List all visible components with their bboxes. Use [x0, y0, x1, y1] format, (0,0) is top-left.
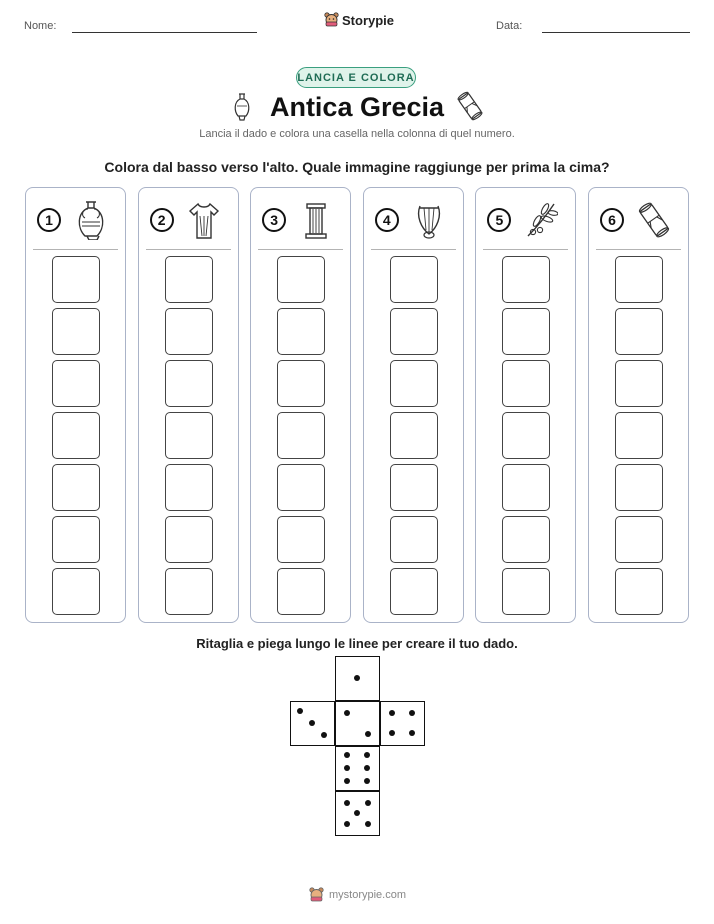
- column-6: [588, 187, 689, 623]
- color-box[interactable]: [502, 516, 550, 563]
- color-box[interactable]: [165, 412, 213, 459]
- dice-pip: [365, 800, 371, 806]
- dice-pip: [354, 810, 360, 816]
- bear-icon: [324, 12, 339, 28]
- column-number: 4: [375, 208, 399, 232]
- color-box[interactable]: [390, 256, 438, 303]
- tunic-icon: [187, 200, 221, 240]
- color-box[interactable]: [390, 308, 438, 355]
- dice-pip: [344, 821, 350, 827]
- column-number: 6: [600, 208, 624, 232]
- column-1: [25, 187, 126, 623]
- dice-face-1: [335, 656, 380, 701]
- column-divider: [371, 249, 456, 250]
- color-box[interactable]: [52, 464, 100, 511]
- column-number: 1: [37, 208, 61, 232]
- column-divider: [258, 249, 343, 250]
- amphora-icon: [74, 200, 108, 240]
- color-box[interactable]: [165, 516, 213, 563]
- dice-pip: [297, 708, 303, 714]
- column-icon: [299, 200, 333, 240]
- color-box[interactable]: [277, 464, 325, 511]
- scroll-icon: [457, 91, 483, 121]
- dice-pip: [364, 778, 370, 784]
- color-box[interactable]: [165, 464, 213, 511]
- color-box[interactable]: [390, 516, 438, 563]
- dice-pip: [409, 710, 415, 716]
- color-box[interactable]: [615, 360, 663, 407]
- name-line[interactable]: [72, 32, 257, 33]
- color-box[interactable]: [52, 360, 100, 407]
- dice-pip: [409, 730, 415, 736]
- column-2: [138, 187, 239, 623]
- color-box[interactable]: [502, 360, 550, 407]
- footer-url: mystorypie.com: [329, 889, 407, 901]
- column-3: [250, 187, 351, 623]
- color-box[interactable]: [52, 308, 100, 355]
- dice-pip: [389, 730, 395, 736]
- dice-face-5: [335, 791, 380, 836]
- color-box[interactable]: [277, 256, 325, 303]
- footer: [309, 887, 406, 903]
- color-box[interactable]: [52, 568, 100, 615]
- color-box[interactable]: [502, 412, 550, 459]
- dice-pip: [344, 752, 350, 758]
- name-label: Nome:: [24, 20, 57, 32]
- color-box[interactable]: [165, 360, 213, 407]
- color-box[interactable]: [165, 568, 213, 615]
- activity-badge: LANCIA E COLORA: [296, 67, 416, 88]
- bear-icon: [309, 887, 324, 903]
- dice-pip: [344, 765, 350, 771]
- dice-face-3: [290, 701, 335, 746]
- column-number: 3: [262, 208, 286, 232]
- color-box[interactable]: [502, 256, 550, 303]
- dice-pip: [364, 765, 370, 771]
- dice-face-2: [335, 701, 380, 746]
- dice-pip: [344, 778, 350, 784]
- color-box[interactable]: [615, 464, 663, 511]
- color-box[interactable]: [277, 308, 325, 355]
- column-divider: [33, 249, 118, 250]
- dice-pip: [344, 710, 350, 716]
- color-box[interactable]: [615, 412, 663, 459]
- date-line[interactable]: [542, 32, 690, 33]
- column-number: 5: [487, 208, 511, 232]
- column-5: [475, 187, 576, 623]
- color-box[interactable]: [502, 568, 550, 615]
- page-subtitle: Lancia il dado e colora una casella nella colonna di quel numero.: [199, 128, 515, 140]
- dice-face-4: [380, 701, 425, 746]
- dice-pip: [364, 752, 370, 758]
- dice-pip: [354, 675, 360, 681]
- color-box[interactable]: [52, 516, 100, 563]
- color-box[interactable]: [52, 256, 100, 303]
- color-box[interactable]: [502, 464, 550, 511]
- brand-name: Storypie: [342, 12, 395, 28]
- color-box[interactable]: [390, 464, 438, 511]
- dice-face-6: [335, 746, 380, 791]
- color-box[interactable]: [615, 308, 663, 355]
- color-box[interactable]: [165, 308, 213, 355]
- date-label: Data:: [496, 20, 523, 32]
- color-box[interactable]: [615, 516, 663, 563]
- color-box[interactable]: [615, 568, 663, 615]
- column-divider: [596, 249, 681, 250]
- lyre-icon: [412, 200, 446, 240]
- color-box[interactable]: [277, 360, 325, 407]
- dice-instruction: Ritaglia e piega lungo le linee per creare il tuo dado.: [196, 636, 518, 651]
- dice-pip: [321, 732, 327, 738]
- scroll-icon: [637, 200, 671, 240]
- color-box[interactable]: [52, 412, 100, 459]
- column-number: 2: [150, 208, 174, 232]
- page-title: Antica Grecia: [269, 92, 445, 122]
- column-divider: [146, 249, 231, 250]
- color-box[interactable]: [277, 568, 325, 615]
- olive-branch-icon: [524, 200, 558, 240]
- brand-logo: [324, 12, 394, 28]
- color-box[interactable]: [277, 516, 325, 563]
- color-box[interactable]: [165, 256, 213, 303]
- dice-pip: [365, 821, 371, 827]
- color-box[interactable]: [277, 412, 325, 459]
- color-box[interactable]: [502, 308, 550, 355]
- color-box[interactable]: [390, 568, 438, 615]
- dice-pip: [309, 720, 315, 726]
- game-instruction: Colora dal basso verso l'alto. Quale immagine raggiunge per prima la cima?: [104, 159, 610, 175]
- dice-pip: [389, 710, 395, 716]
- dice-pip: [344, 800, 350, 806]
- color-box[interactable]: [390, 412, 438, 459]
- column-divider: [483, 249, 568, 250]
- color-box[interactable]: [390, 360, 438, 407]
- dice-pip: [365, 731, 371, 737]
- column-4: [363, 187, 464, 623]
- color-box[interactable]: [615, 256, 663, 303]
